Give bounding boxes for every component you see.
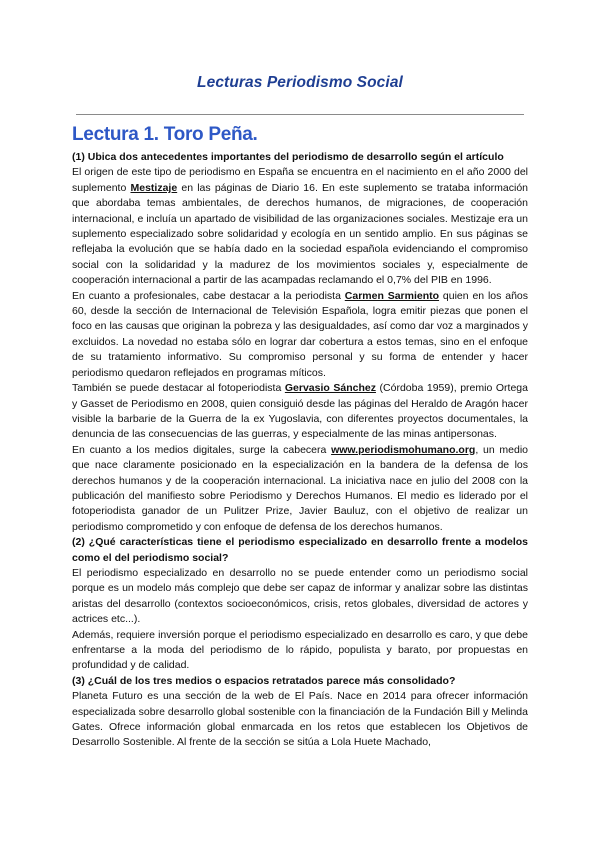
paragraph-text: , un medio que nace claramente posicionado en la especialización en la bandera de la defensa de los derechos humanos y de la cooperación internacional. La iniciativa nace en julio del 2008 con la publicación del manifiesto sobre Periodismo y Derechos Humanos. El medio es liderado por el fotoperiodista ganador de un Pulitzer Prize, Javier Bauluz, con el objetivo de realizar un periodismo comprometido y con enfoque de defensa de los derechos humanos.	[72, 443, 528, 533]
paragraph	[72, 289, 528, 381]
paragraph: El periodismo especializado en desarrollo no se puede entender como un periodismo social porque es un modelo más complejo que debe ser capaz de informar y analizar sobre las distintas aristas del desarrollo (contextos socioeconómicos, crisis, retos globales, diversidad de actores y actrices etc...).	[72, 566, 528, 626]
highlight-gervasio-sanchez: Gervasio Sánchez	[284, 382, 376, 395]
section-heading: Lectura 1. Toro Peña.	[72, 124, 258, 145]
paragraph: Además, requiere inversión porque el periodismo especializado en desarrollo es caro, y que debe enfrentarse a la moda del periodismo de lo rápido, populista y barato, por propuestas en profundidad y de calidad.	[72, 628, 528, 672]
paragraph-text: En cuanto a los medios digitales, surge la cabecera	[72, 443, 332, 456]
title-divider	[76, 114, 524, 115]
paragraph-text: También se puede destacar al fotoperiodista	[72, 382, 285, 395]
document-body	[72, 150, 528, 751]
paragraph-text: En cuanto a profesionales, cabe destacar a la periodista	[72, 289, 345, 302]
question-2: (2) ¿Qué características tiene el periodismo especializado en desarrollo frente a modelos como el del periodismo social?	[72, 536, 528, 564]
paragraph-text: (Córdoba 1959), premio Ortega y Gasset de Periodismo en 2008, quien consiguió desde las páginas del Heraldo de Aragón hacer visible la barbarie de la Guerra de la ex Yugoslavia, con diferentes proyectos documentales, la denuncia de las consecuencias de las guerras, y especialmente de las minas antipersonas.	[72, 382, 528, 441]
paragraph	[72, 443, 528, 535]
question-3: (3) ¿Cuál de los tres medios o espacios retratados parece más consolidado?	[72, 674, 456, 687]
highlight-mestizaje: Mestizaje	[130, 181, 178, 194]
paragraph-text: El origen de este tipo de periodismo en España se encuentra en el nacimiento en el año 2000 del suplemento	[72, 166, 528, 194]
document-title: Lecturas Periodismo Social	[197, 74, 403, 91]
paragraph: Planeta Futuro es una sección de la web de El País. Nace en 2014 para ofrecer información especializada sobre desarrollo global sostenible con la financiación de la Fundación Bill y Melinda Gates. Ofrece información global enmarcada en los retos que establecen los Objetivos de Desarrollo Sostenible. Al frente de la sección se sitúa a Lola Huete Machado,	[72, 690, 528, 749]
highlight-carmen-sarmiento: Carmen Sarmiento	[344, 289, 440, 302]
paragraph	[72, 381, 528, 443]
highlight-periodismohumano-link: www.periodismohumano.org	[331, 443, 476, 456]
paragraph-text: quien en los años 60, desde la sección de Internacional de Televisión Española, logra emitir piezas que ponen el foco en las causas que originan la pobreza y las desigualdades, así como dar voz a marginados y excluidos. La novedad no estaba sólo en lograr dar cobertura a estos temas, sino en el enfoque de su tratamiento informativo. Su compromiso personal y su forma de entender y hacer periodismo quedaron reflejados en programas míticos.	[72, 289, 528, 379]
paragraph	[72, 165, 528, 288]
paragraph-text: en las páginas de Diario 16. En este suplemento se trataba información que abordaba temas ambientales, de derechos humanos, de migraciones, de cooperación internacional, e incluía un apartado de visibilidad de las organizaciones sociales. Mestizaje era un suplemento especializado sobre solidaridad y ecología en un sentido amplio. En sus páginas se reflejaba la evolución que se había dado en la sociedad española evidenciando el compromiso social con la solidaridad y la madurez de los movimientos sociales y, especialmente de cooperación internacional a partir de las acampadas reclamando el 0,7% del PIB en 1996.	[72, 181, 529, 287]
question-1: (1) Ubica dos antecedentes importantes del periodismo de desarrollo según el artículo	[72, 151, 504, 163]
